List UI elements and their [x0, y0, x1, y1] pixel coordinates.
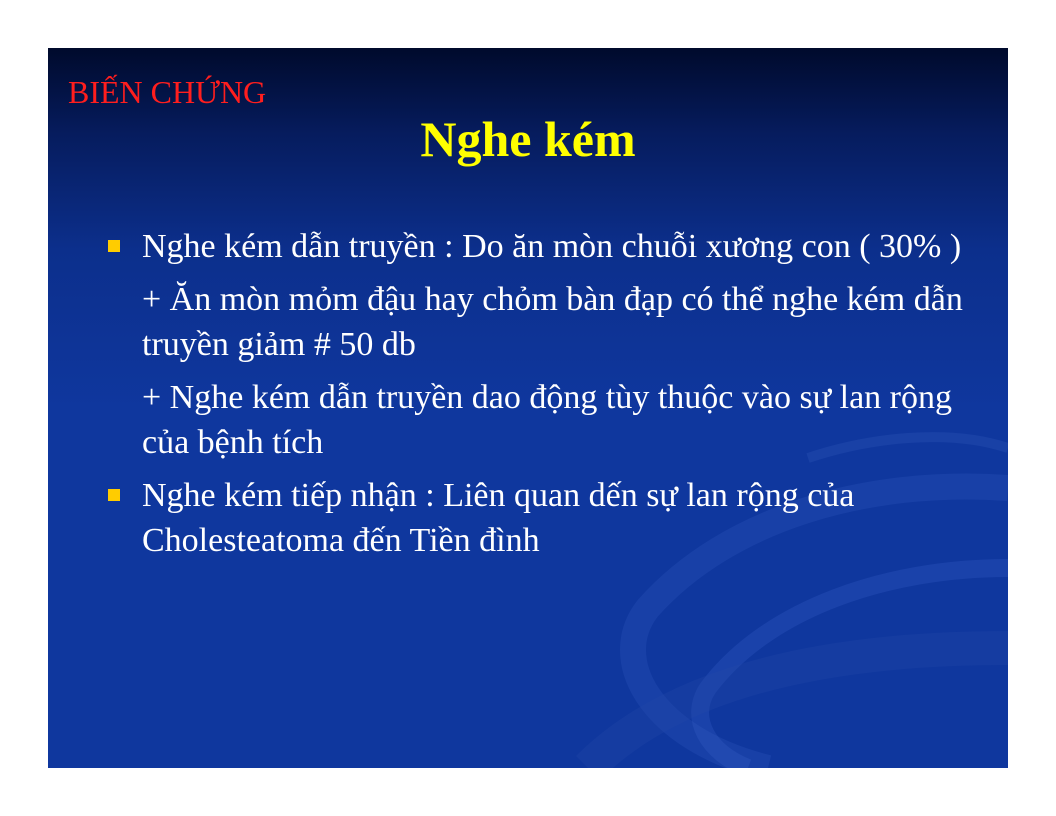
slide-title: Nghe kém	[420, 111, 636, 167]
slide	[48, 48, 1008, 768]
sub-point: + Ăn mòn mỏm đậu hay chỏm bàn đạp có thể nghe kém dẫn truyền giảm # 50 db	[142, 281, 963, 363]
square-bullet-icon	[108, 240, 120, 252]
bullet-text: Nghe kém tiếp nhận : Liên quan dến sự lan rộng của Cholesteatoma đến Tiền đình	[142, 477, 855, 559]
bullet-item	[106, 473, 966, 563]
bullet-text: Nghe kém dẫn truyền : Do ăn mòn chuỗi xương con ( 30% )	[142, 228, 962, 265]
square-bullet-icon	[108, 489, 120, 501]
bullet-item	[106, 224, 966, 269]
slide-content	[106, 224, 966, 571]
sub-point: + Nghe kém dẫn truyền dao động tùy thuộc vào sự lan rộng của bệnh tích	[142, 379, 952, 461]
section-label: BIẾN CHỨNG	[68, 74, 267, 110]
